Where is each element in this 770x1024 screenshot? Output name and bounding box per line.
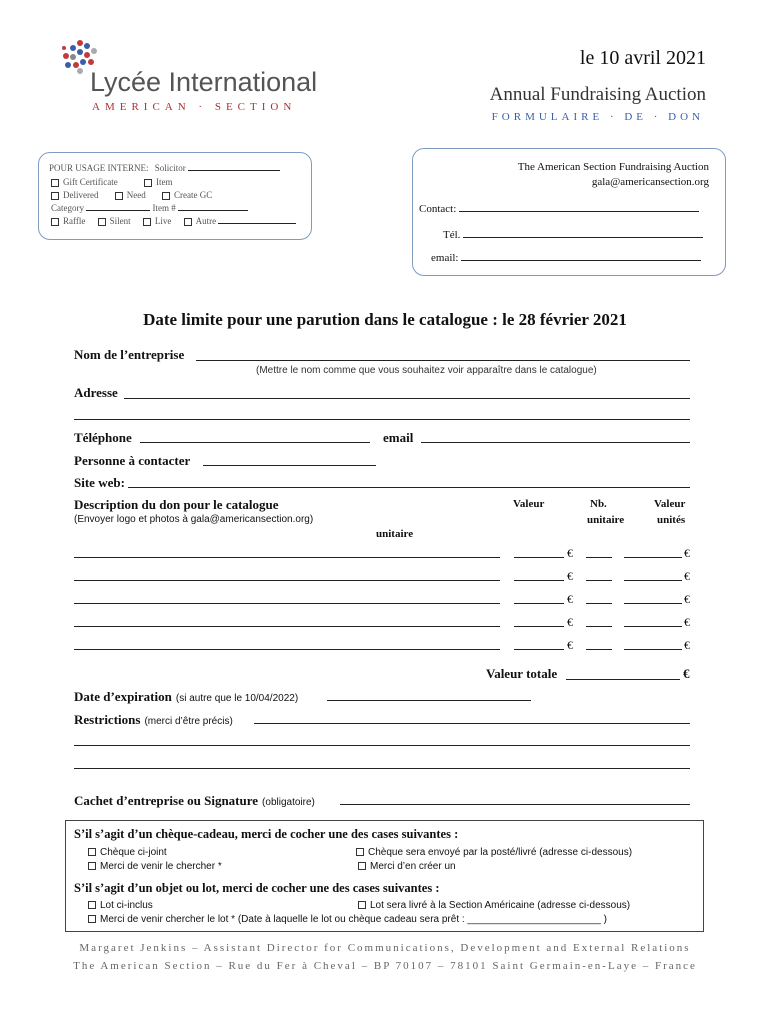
euro-symbol: €: [684, 546, 690, 560]
col-nb-sub: unitaire: [587, 514, 625, 526]
website-field[interactable]: [128, 487, 690, 488]
form-date: le 10 avril 2021: [579, 47, 706, 69]
company-note: (Mettre le nom comme que vous souhaitez voir apparaître dans le catalogue): [256, 365, 597, 376]
item-value-field[interactable]: [514, 649, 564, 650]
footer-line1: Margaret Jenkins – Assistant Director for Communications, Development and External Relations: [79, 942, 691, 954]
live-label: Live: [154, 216, 172, 226]
contact-box: [412, 148, 726, 276]
footer-line2: The American Section – Rue du Fer à Cheval – BP 70107 – 78101 Saint Germain-en-Laye – France: [73, 960, 697, 972]
website-label: Site web:: [74, 475, 125, 490]
item-value-field[interactable]: [514, 580, 564, 581]
item-total-field[interactable]: [624, 557, 682, 558]
item-description-field[interactable]: [74, 557, 500, 558]
contact-person-field[interactable]: [203, 465, 376, 466]
email-field-label: email: [383, 430, 414, 445]
obj-opt2-checkbox[interactable]: [358, 901, 366, 909]
category-label: Category: [51, 203, 84, 213]
item-nb-field[interactable]: [586, 580, 612, 581]
tel-field[interactable]: [463, 237, 703, 238]
obj-title: S’il s’agit d’un objet ou lot, merci de cocher une des cases suivantes :: [74, 881, 440, 895]
restrictions-field-3[interactable]: [74, 768, 690, 769]
raffle-label: Raffle: [63, 216, 86, 226]
cachet-field[interactable]: [340, 804, 690, 805]
logo-sub-text: AMERICAN · SECTION: [92, 101, 297, 113]
item-label: Item: [155, 177, 173, 187]
internal-use-box: [38, 152, 312, 240]
category-field[interactable]: [86, 210, 150, 211]
gc-title: S’il s’agit d’un chèque-cadeau, merci de cocher une des cases suivantes :: [74, 827, 459, 841]
total-label: Valeur totale: [486, 666, 558, 681]
euro-symbol: €: [684, 592, 690, 606]
gc-opt1-checkbox[interactable]: [88, 848, 96, 856]
internal-title: POUR USAGE INTERNE:: [49, 163, 149, 173]
description-label: Description du don pour le catalogue: [74, 497, 279, 512]
gc-opt4-label: Merci d’en créer un: [370, 861, 456, 872]
company-label: Nom de l’entreprise: [74, 347, 185, 362]
address-label: Adresse: [74, 385, 118, 400]
item-description-field[interactable]: [74, 603, 500, 604]
create-gc-label: Create GC: [173, 190, 213, 200]
need-checkbox[interactable]: [115, 192, 123, 200]
autre-field[interactable]: [218, 223, 296, 224]
autre-checkbox[interactable]: [184, 218, 192, 226]
tel-label: Tél.: [443, 229, 461, 241]
gc-opt1-label: Chèque ci-joint: [100, 847, 167, 858]
contact-email-field[interactable]: [461, 260, 701, 261]
euro-symbol: €: [684, 569, 690, 583]
contact-field[interactable]: [459, 211, 699, 212]
euro-symbol: €: [567, 546, 573, 560]
item-value-field[interactable]: [514, 557, 564, 558]
item-total-field[interactable]: [624, 649, 682, 650]
need-label: Need: [126, 190, 146, 200]
euro-symbol: €: [567, 615, 573, 629]
gc-opt3-checkbox[interactable]: [88, 862, 96, 870]
obj-opt1-label: Lot ci-inclus: [100, 900, 153, 911]
delivered-label: Delivered: [63, 190, 99, 200]
item-description-field[interactable]: [74, 580, 500, 581]
item-nb-field[interactable]: [586, 603, 612, 604]
obj-opt2-label: Lot sera livré à la Section Américaine (adresse ci-dessous): [370, 900, 631, 911]
item-no-label: Item #: [152, 203, 176, 213]
logo-main-text: Lycée International: [90, 67, 318, 97]
gift-certificate-label: Gift Certificate: [63, 177, 118, 187]
autre-label: Autre: [195, 216, 217, 226]
create-gc-checkbox[interactable]: [162, 192, 170, 200]
email-field[interactable]: [421, 442, 690, 443]
address-field-1[interactable]: [124, 398, 690, 399]
options-box: [65, 820, 704, 932]
solicitor-field[interactable]: [188, 170, 280, 171]
contact-org-email: gala@americansection.org: [591, 176, 709, 188]
gc-opt2-checkbox[interactable]: [356, 848, 364, 856]
gc-opt3-label: Merci de venir le chercher *: [100, 861, 222, 872]
expiration-label: Date d’expiration: [74, 689, 172, 704]
delivered-checkbox[interactable]: [51, 192, 59, 200]
gc-opt4-checkbox[interactable]: [358, 862, 366, 870]
silent-label: Silent: [109, 216, 131, 226]
item-description-field[interactable]: [74, 649, 500, 650]
contact-person-label: Personne à contacter: [74, 453, 191, 468]
phone-label: Téléphone: [74, 430, 132, 445]
euro-symbol: €: [567, 592, 573, 606]
description-note: (Envoyer logo et photos à gala@americansection.org): [74, 514, 314, 525]
company-field[interactable]: [196, 360, 690, 361]
col-total-sub: unités: [657, 514, 686, 526]
raffle-checkbox[interactable]: [51, 218, 59, 226]
item-total-field[interactable]: [624, 626, 682, 627]
gc-opt2-label: Chèque sera envoyé par la posté/livré (adresse ci-dessous): [368, 847, 633, 858]
obj-opt3-checkbox[interactable]: [88, 915, 96, 923]
col-nb-label: Nb.: [590, 498, 607, 510]
gift-certificate-checkbox[interactable]: [51, 179, 59, 187]
restrictions-label: Restrictions: [74, 712, 141, 727]
item-nb-field[interactable]: [586, 626, 612, 627]
item-nb-field[interactable]: [586, 557, 612, 558]
col-value-label: Valeur: [513, 498, 545, 510]
item-nb-field[interactable]: [586, 649, 612, 650]
expiration-note: (si autre que le 10/04/2022): [175, 693, 299, 704]
total-euro: €: [683, 666, 690, 681]
logo: [52, 34, 318, 119]
item-no-field[interactable]: [178, 210, 248, 211]
address-field-2[interactable]: [74, 419, 690, 420]
item-total-field[interactable]: [624, 580, 682, 581]
obj-opt1-checkbox[interactable]: [88, 901, 96, 909]
item-checkbox[interactable]: [144, 179, 152, 187]
obj-opt3-label: Merci de venir chercher le lot * (Date à laquelle le lot ou chèque cadeau sera prêt : ________________________ ): [100, 914, 608, 925]
col-total-label: Valeur: [654, 498, 686, 510]
euro-symbol: €: [684, 615, 690, 629]
item-value-field[interactable]: [514, 603, 564, 604]
cachet-label: Cachet d’entreprise ou Signature: [74, 793, 259, 808]
euro-symbol: €: [567, 638, 573, 652]
total-field[interactable]: [566, 679, 680, 680]
phone-field[interactable]: [140, 442, 370, 443]
cachet-note: (obligatoire): [262, 797, 315, 808]
col-value-sub: unitaire: [376, 528, 414, 540]
email-label: email:: [431, 252, 459, 264]
item-description-field[interactable]: [74, 626, 500, 627]
event-title: Annual Fundraising Auction: [489, 84, 706, 105]
form-label: FORMULAIRE · DE · DON: [491, 111, 704, 123]
deadline-heading: Date limite pour une parution dans le catalogue : le 28 février 2021: [143, 310, 627, 329]
restrictions-field-1[interactable]: [254, 723, 690, 724]
live-checkbox[interactable]: [143, 218, 151, 226]
restrictions-field-2[interactable]: [74, 745, 690, 746]
item-value-field[interactable]: [514, 626, 564, 627]
contact-org: The American Section Fundraising Auction: [517, 161, 709, 173]
contact-label: Contact:: [419, 203, 457, 215]
item-total-field[interactable]: [624, 603, 682, 604]
solicitor-label: Solicitor: [154, 163, 186, 173]
euro-symbol: €: [567, 569, 573, 583]
silent-checkbox[interactable]: [98, 218, 106, 226]
euro-symbol: €: [684, 638, 690, 652]
expiration-field[interactable]: [327, 700, 531, 701]
restrictions-note: (merci d’être précis): [144, 716, 233, 727]
